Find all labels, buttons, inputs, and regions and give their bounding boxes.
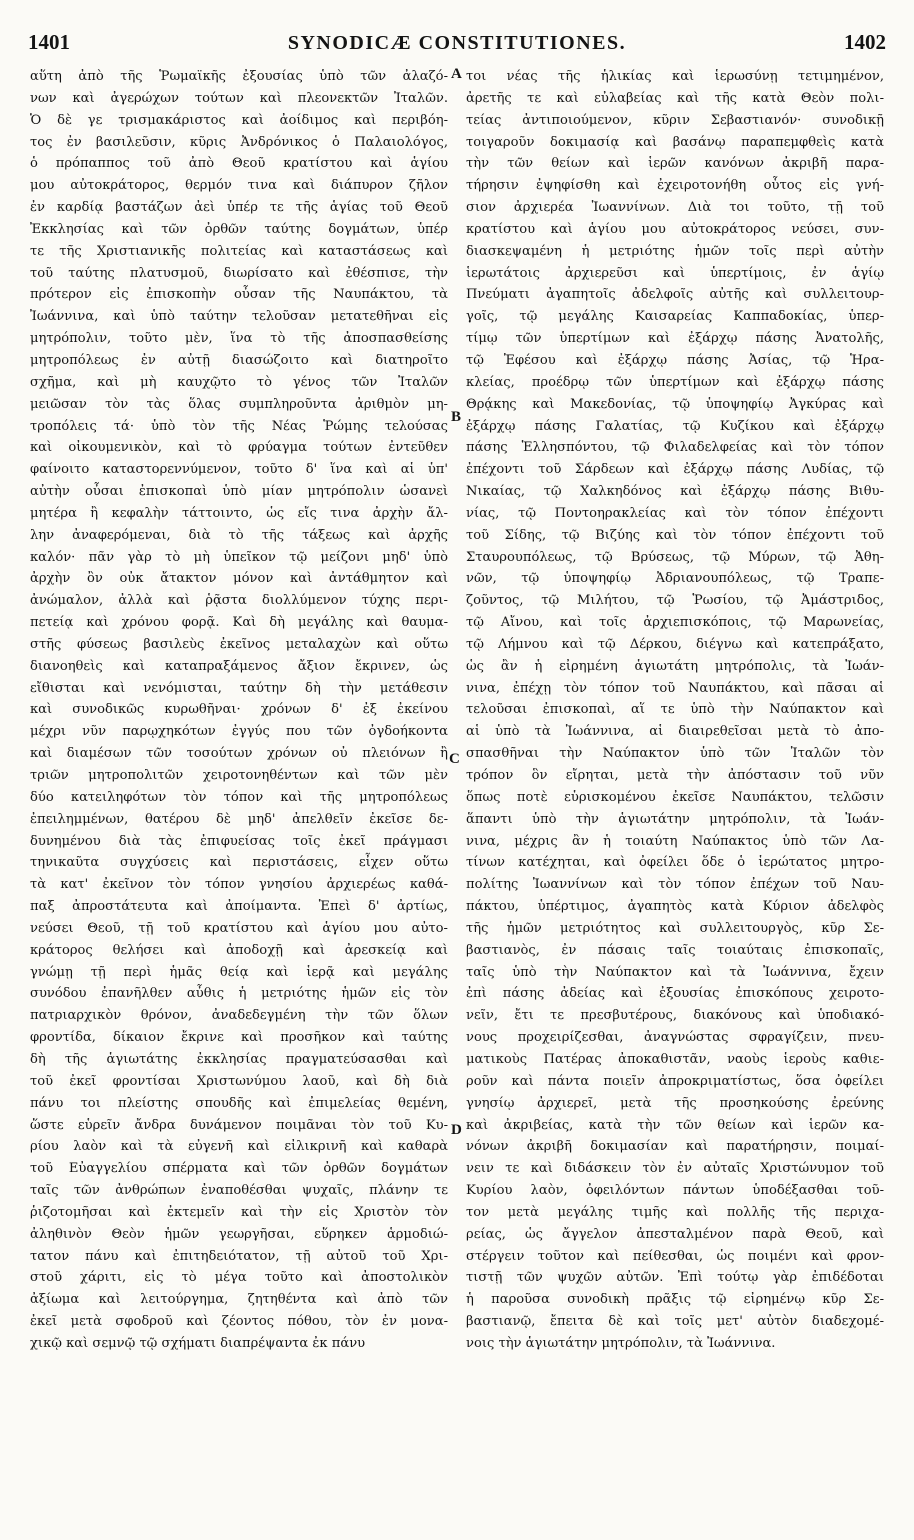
- text-line: πολίτης Ἰωαννίνων καὶ τὸν τόπον ἐπέχων τοῦ Ναυ-: [466, 877, 884, 893]
- text-line: νεύσει Θεοῦ, τῇ τοῦ κρατίστου καὶ ἁγίου μου αὐτο-: [30, 920, 448, 936]
- text-line: δυνημένου διὰ τὰς ἐπιφυείσας τοῖς ἐκεῖ πράγμασι: [30, 833, 448, 849]
- text-line: σπασθῆναι τὴν Ναύπακτον ὑπὸ τῶν Ἰταλῶν τὸν: [466, 746, 884, 762]
- text-line: νίας, τῷ Ποντοηρακλείας καὶ τὸν τόπον ἐπέχοντι: [466, 505, 884, 521]
- text-line: στέργειν τοῦτον καὶ πείθεσθαι, ὡς ποιμένι καὶ φρον-: [466, 1248, 884, 1264]
- section-marker-d: D: [451, 1122, 462, 1138]
- text-line: καὶ διαμέσων τῶν τοσούτων χρόνων οὐ πλειόνων ἢ: [30, 746, 448, 762]
- text-line: αὕτη ἀπὸ τῆς Ῥωμαϊκῆς ἐξουσίας ὑπὸ τῶν ἀλαζό-: [30, 69, 448, 84]
- text-line: πάσης Ἑλλησπόντου, τῷ Φιλαδελφείας καὶ τὸν τόπον: [466, 440, 884, 456]
- text-line: ὥστε εὑρεῖν ἄνδρα δυνάμενον ποιμᾶναι τὸν τοῦ Κυ-: [30, 1117, 448, 1133]
- text-line: τοῦ ταύτης πλατυσμοῦ, διωρίσατο καὶ ἐθέσπισε, τὴν: [30, 265, 448, 281]
- text-line: τήρησιν ἐψηφίσθη καὶ ἐχειροτονήθη οὗτος εἰς γνή-: [466, 178, 884, 194]
- text-line: Νικαίας, τῷ Χαλκηδόνος καὶ ἐξάρχῳ πάσης Βιθυ-: [466, 484, 884, 500]
- text-line: τὴν τῶν θείων καὶ ἱερῶν κανόνων ἀκριβῆ παρα-: [466, 156, 884, 172]
- text-line: νειν τε καὶ διδάσκειν τὸν ἐν αὐταῖς Χριστώνυμον τοῦ: [466, 1161, 884, 1177]
- text-line: ῥιζοτομῆσαι καὶ ἐκτεμεῖν καὶ τὴν εἰς Χριστὸν τὸν: [30, 1204, 448, 1220]
- text-line: αὐτὴν οὖσαι ἐπισκοπαὶ ὑπὸ μίαν μητρόπολιν ὡσανεὶ: [30, 484, 448, 500]
- text-line: πάνυ τοι πλείστης σπουδῆς καὶ ἐπιμελείας θεμένη,: [30, 1095, 448, 1111]
- text-line: ροῦν καὶ πάντα ποιεῖν ἀπροκριματίστως, ὅσα ὀφείλει: [466, 1073, 884, 1089]
- text-line: τοιγαροῦν δοκιμασίᾳ καὶ βασάνῳ παραπεμφθεὶς κατὰ: [466, 134, 884, 150]
- text-line: πάκτου, ὑπέρτιμος, ἀγαπητὸς κατὰ Κύριον ἀδελφὸς: [466, 899, 884, 915]
- text-line: τείας ἀντιποιούμενον, κῦριν Σεβαστιανόν· συνοδικῇ: [466, 112, 884, 128]
- text-line: καὶ ἀκριβείας, κατὰ τὴν τῶν θείων καὶ ἱερῶν κα-: [466, 1117, 884, 1133]
- text-line: βαστιανῷ, ἔπειτα δὲ καὶ τοῖς μετ' αὐτὸν διαδεχομέ-: [466, 1314, 884, 1330]
- text-line: φροντίδα, δίκαιον ἔκρινε καὶ προσῆκον καὶ ταύτης: [30, 1030, 448, 1046]
- text-line: στοῦ χάριτι, εἰς τὸ μέγα τοῦτο καὶ ἀποστολικὸν: [30, 1270, 448, 1286]
- text-line: μητέρα ἢ κεφαλὴν τάττοιντο, ὡς εἴς τινα ἀρχὴν ἄλ-: [30, 505, 448, 521]
- text-line: ζοῦντος, τῷ Μιλήτου, τῷ Ῥωσίου, τῷ Ἀμάστριδος,: [466, 593, 884, 609]
- text-line: Θρᾴκης καὶ Μακεδονίας, τῷ ὑποψηφίῳ Ἀγκύρας καὶ: [466, 396, 884, 412]
- text-line: ὅπως ποτὲ εὑρισκομένου ἐκεῖσε Ναυπάκτου, τελῶσιν: [466, 789, 884, 805]
- text-line: νων καὶ ἀγερώχων τούτων καὶ πλεονεκτῶν Ἰταλῶν.: [30, 90, 448, 106]
- text-line: ἀρετῆς τε καὶ εὐλαβείας καὶ τῆς κατὰ Θεὸν πολι-: [466, 90, 884, 106]
- text-line: γοῖς, τῷ μεγάλης Καισαρείας Καππαδοκίας, ὑπερ-: [466, 309, 884, 325]
- text-line: παξ ἀπροστάτευτα καὶ ἀποίμαντα. Ἐπεὶ δ' ἀρτίως,: [30, 899, 448, 915]
- text-line: Κυρίου λαὸν, ὀφειλόντων πάντων ὑποδέξασθαι τοῦ-: [466, 1183, 884, 1199]
- page-header: [28, 30, 886, 58]
- text-line: πρότερον εἰς ἐπισκοπὴν οὖσαν τῆς Ναυπάκτου, τὰ: [30, 287, 448, 303]
- text-line: ἐπὶ πάσης ἀδείας καὶ ἐξουσίας ἐπισκόπους χειροτο-: [466, 986, 884, 1002]
- text-line: γνώμῃ τῇ περὶ ἡμᾶς θείᾳ καὶ ἱερᾷ καὶ μεγάλης: [30, 964, 448, 980]
- text-line: ὁ πρόπαππος τοῦ ἀπὸ Θεοῦ κρατίστου καὶ ἁγίου: [30, 156, 448, 172]
- text-line: Ἰωάννινα, καὶ ὑπὸ ταύτην τελοῦσαν μετατεθῆναι εἰς: [30, 309, 448, 325]
- text-line: Σταυρουπόλεως, τῷ Βρύσεως, τῷ Μύρων, τῷ Ἀθη-: [466, 549, 884, 565]
- text-line: ἐν καρδίᾳ βαστάζων ἀεὶ ὑπέρ τε τῆς ἁγίας τοῦ Θεοῦ: [30, 200, 448, 216]
- text-line: σχῆμα, καὶ μὴ καυχῷτο τὸ γένος τῶν Ἰταλῶν: [30, 374, 448, 390]
- text-line: ρίου λαὸν καὶ τὰ εὐγενῆ καὶ εἰλικρινῆ καὶ καθαρὰ: [30, 1139, 448, 1155]
- page-number-left: 1401: [28, 30, 70, 54]
- text-line: ρείας, ὡς ἄγγελον ἀπεσταλμένον παρὰ Θεοῦ, καὶ: [466, 1226, 884, 1242]
- text-line: χικῷ καὶ σεμνῷ τῷ σχήματι διαπρέψαντα ἐκ πάνυ: [30, 1335, 366, 1351]
- text-line: νους προχειρίζεσθαι, ἀναγνώστας σφραγίζειν, πνευ-: [466, 1030, 884, 1046]
- text-line: νόνων ἀκριβῆ δοκιμασίαν καὶ παρατήρησιν, ποιμαί-: [466, 1139, 884, 1155]
- text-line: τίμῳ τῶν ὑπερτίμων καὶ ἐξάρχῳ πάσης Ἀνατολῆς,: [466, 331, 884, 347]
- text-line: τῷ Ἐφέσου καὶ ἐξάρχῳ πάσης Ἀσίας, τῷ Ἡρα-: [466, 352, 884, 368]
- text-line: ἀξίωμα καὶ λειτούργημα, ζητηθέντα καὶ ἀπὸ τῶν: [30, 1292, 448, 1308]
- running-title: SYNODICÆ CONSTITUTIONES.: [287, 32, 627, 54]
- text-line: ἅπαντι ὑπὸ τὴν ἁγιωτάτην μητρόπολιν, τὰ Ἰωάν-: [466, 811, 884, 827]
- text-line: τος ἐν βασιλεῦσιν, κῦρις Ἀνδρόνικος ὁ Παλαιολόγος,: [30, 134, 448, 150]
- text-line: Πνεύματι ἀγαπητοῖς ἀδελφοῖς αὐτῆς καὶ συλλειτουρ-: [466, 287, 884, 303]
- text-line: τοῦ Σίδης, τῷ Βιζύης καὶ τὸν τόπον ἐπέχοντι τοῦ: [466, 527, 884, 543]
- text-line: νεῖν, ἔτι τε πρεσβυτέρους, διακόνους καὶ ὑποδιακό-: [466, 1008, 884, 1024]
- text-line: ἱερωτάτοις ἀρχιερεῦσι καὶ ὑπερτίμοις, ἐν ἁγίῳ: [466, 265, 884, 281]
- text-line: τελοῦσαι ἐπισκοπαὶ, αἵ τε ὑπὸ τὴν Ναύπακτον καὶ: [466, 702, 884, 718]
- text-line: κρατίστου καὶ ἁγίου μου αὐτοκράτορος νεύσει, συν-: [466, 221, 884, 237]
- text-line: αἱ ὑπὸ τὰ Ἰωάννινα, αἱ διαιρεθεῖσαι μετὰ τὸ ἀπο-: [466, 724, 884, 740]
- text-line: τηνικαῦτα συγχύσεις καὶ περιστάσεις, εἶχεν οὕτω: [30, 855, 448, 871]
- text-line: τοῦ Εὐαγγελίου σπέρματα καὶ τῶν ὀρθῶν δογμάτων: [30, 1161, 448, 1177]
- text-line: ἐπέχοντι τοῦ Σάρδεων καὶ ἐξάρχῳ πάσης Λυδίας, τῷ: [466, 462, 884, 478]
- text-line: εἴθισται καὶ νενόμισται, ταύτην δὴ τὴν μετάθεσιν: [30, 680, 448, 696]
- text-line: ταῖς τῶν ἀνθρώπων ἐναποθέσθαι ψυχαῖς, πλάνην τε: [30, 1183, 448, 1199]
- text-line: λην ἀναφερόμεναι, διὰ τὸ τῆς τάξεως καὶ ἀρχῆς: [30, 527, 448, 543]
- text-line: ἀρχὴν ὂν οὐκ ἄτακτον μόνον καὶ ἀντάθμητον καὶ: [30, 571, 448, 587]
- section-marker-b: B: [451, 409, 462, 425]
- text-line: νινα, μέχρις ἂν ἡ τοιαύτη Ναύπακτος ὑπὸ τῶν Λα-: [466, 833, 884, 849]
- text-line: διασκεψαμένη ἡ μετριότης ἡμῶν τοῖς περὶ αὐτὴν: [466, 243, 884, 259]
- text-line: τον μετὰ μεγάλης τιμῆς καὶ πολλῆς τῆς περιχα-: [466, 1204, 884, 1220]
- text-line: τῷ Αἴνου, καὶ τοῖς ἀρχιεπισκόποις, τῷ Μαρωνείας,: [466, 615, 884, 631]
- text-line: βαστιανὸς, ἐν πάσαις ταῖς τοιαύταις ἐπισκοπαῖς,: [466, 942, 884, 958]
- text-line: κλείας, προέδρῳ τῶν ὑπερτίμων καὶ ἐξάρχῳ πάσης: [466, 374, 884, 390]
- text-line: Ὁ δὲ γε τρισμακάριστος καὶ ἀοίδιμος καὶ περιβόη-: [30, 112, 448, 128]
- text-line: τριῶν μητροπολιτῶν χειροτονηθέντων καὶ τῶν μὲν: [30, 768, 448, 783]
- text-line: τε τῆς Χριστιανικῆς πολιτείας καὶ καταστάσεως καὶ: [30, 243, 448, 259]
- text-line: ἐπειλημμένων, θατέρου δὲ μηδ' ἀπελθεῖν ἐκεῖσε δε-: [30, 811, 448, 827]
- text-line: τοῦ ἐκεῖ φροντίσαι Χριστωνύμου λαοῦ, καὶ δὴ διὰ: [30, 1073, 448, 1089]
- text-line: ταῖς ὑπὸ τὴν Ναύπακτον καὶ τὰ Ἰωάννινα, ἔχειν: [466, 964, 884, 980]
- text-line: ἀληθινὸν Θεὸν ἡμῶν γεωργῆσαι, εὕρηκεν ἁρμοδιώ-: [30, 1226, 448, 1242]
- text-line: ἐκεῖ μετὰ σφοδροῦ καὶ ζέοντος πόθου, τὸν ἐν μονα-: [30, 1314, 448, 1330]
- text-line: μου αὐτοκράτορος, θερμόν τινα καὶ διάπυρον ζῆλον: [30, 178, 448, 194]
- text-line: νοις τὴν ἁγιωτάτην μητρόπολιν, τὰ Ἰωάννινα.: [466, 1335, 776, 1351]
- text-line: δύο κατειληφότων τὸν τόπον καὶ τῆς μητροπόλεως: [30, 789, 448, 805]
- text-line: σιον ἀρχιερέα Ἰωαννίνων. Διὰ τοι τοῦτο, τῇ τοῦ: [466, 200, 884, 216]
- text-line: ἐξάρχῳ πάσης Γαλατίας, τῷ Κυζίκου καὶ ἐξάρχῳ: [466, 418, 884, 434]
- text-line: τοι νέας τῆς ἡλικίας καὶ ἱερωσύνῃ τετιμημένον,: [466, 69, 884, 84]
- page-number-right: 1402: [843, 30, 886, 54]
- text-line: τιστῇ τῶν ψυχῶν αὐτῶν. Ἐπὶ τούτῳ γὰρ ἐπιδέδοται: [466, 1270, 884, 1286]
- text-line: συνόδου ἐπανῆλθεν αὖθις ἡ μετριότης ἡμῶν εἰς τὸν: [30, 986, 448, 1002]
- text-line: φαίνοιτο καταστορεννύμενον, τοῦτο δ' ἵνα καὶ αἱ ὑπ': [30, 462, 448, 478]
- text-line: καὶ οἰκουμενικὸν, καὶ τὸ φρύαγμα τούτων ἐντεῦθεν: [30, 440, 448, 456]
- text-line: πετείᾳ καὶ χρόνου φορᾷ. Καὶ δὴ μεγάλης καὶ θαυμα-: [30, 615, 448, 631]
- text-line: στῆς φύσεως βασιλεὺς ἐκεῖνος μεταλαχὼν καὶ οὕτω: [30, 636, 448, 652]
- right-text-column: [466, 66, 884, 1355]
- text-line: καὶ συνοδικῶς κυρωθῆναι· χρόνων δ' ἐξ ἐκείνου: [30, 702, 448, 718]
- text-line: τατον πάνυ καὶ ἐπιτηδειότατον, τῇ αὐτοῦ τοῦ Χρι-: [30, 1248, 448, 1264]
- left-text-column: [30, 66, 448, 1355]
- text-line: μητρόπολιν, τοῦτο μὲν, ἵνα τὸ τῆς ἀποσπασθείσης: [30, 331, 448, 347]
- text-line: τροπόλεις τά· ὑπὸ τὸν τῆς Νέας Ῥώμης τελούσας: [30, 418, 448, 434]
- text-line: ἀνώμαλον, ἀλλὰ καὶ ῥᾷστα διολλύμενον τύχης περι-: [30, 593, 448, 609]
- text-line: μέχρι νῦν παρῳχηκότων ἐγγύς που τῶν ὀγδοήκοντα: [30, 724, 448, 740]
- text-line: τίνων κατέχηται, καὶ ὀφείλει ὅδε ὁ ἱερώτατος μητρο-: [466, 855, 884, 871]
- text-line: τῷ Λήμνου καὶ τῷ Δέρκου, διέγνω καὶ κατεπράξατο,: [466, 636, 884, 652]
- text-line: Ἐκκλησίας καὶ τῶν ὀρθῶν ταύτης δογμάτων, ὑπέρ: [30, 221, 448, 237]
- text-line: τῆς ἡμῶν μετριότητος καὶ συλλειτουργὸς, κῦρ Σε-: [466, 920, 884, 936]
- text-line: μειῶσαν τὸν τὰς ὅλας συμπληροῦντα ἀριθμὸν μη-: [30, 396, 448, 412]
- text-line: καλόν· πᾶν γὰρ τὸ μὴ ὑπεῖκον τῷ μείζονι μηδ' ὑπὸ: [30, 549, 448, 565]
- section-marker-c: C: [449, 751, 460, 767]
- text-line: μητροπόλεως ἐν αὐτῇ διασώζοιτο καὶ διατηροῖτο: [30, 352, 448, 368]
- text-line: τρόπον ὃν εἴρηται, μετὰ τὴν ἀπόστασιν τοῦ νῦν: [466, 768, 884, 783]
- text-line: διανοηθεὶς καὶ καταπραξάμενος ἄξιον ἔκρινεν, ὡς: [30, 658, 448, 674]
- text-line: δὴ τῆς ἁγιωτάτης ἐκκλησίας πραγματεύσασθαι καὶ: [30, 1051, 448, 1067]
- text-line: τὰ κατ' ἐκεῖνον τὸν τόπον γνησίου ἀρχιερέως καθά-: [30, 877, 448, 893]
- text-line: κράτορος θελήσει καὶ ἀποδοχῇ καὶ ἀρεσκείᾳ καὶ: [30, 942, 448, 958]
- text-line: ἡ παροῦσα συνοδικὴ πρᾶξις τῷ εἰρημένῳ κῦρ Σε-: [466, 1292, 884, 1308]
- section-marker-a: A: [451, 66, 462, 82]
- text-line: νῶν, τῷ ὑποψηφίῳ Ἀδριανουπόλεως, τῷ Τραπε-: [466, 571, 884, 587]
- text-line: ματικοὺς Πατέρας ἀποκαθιστᾶν, ναοὺς ἱεροὺς καθιε-: [466, 1051, 884, 1067]
- text-line: γνησίῳ ἀρχιερεῖ, μετὰ τῆς προσηκούσης ἐρεύνης: [466, 1095, 884, 1111]
- text-line: πατριαρχικὸν θρόνον, ἀναδεδεγμένη τὴν τῶν ὅλων: [30, 1008, 448, 1024]
- text-line: νινα, ἐπέχῃ τὸν τόπον τοῦ Ναυπάκτου, καὶ πᾶσαι αἱ: [466, 680, 884, 696]
- text-line: ὡς ἂν ἡ εἰρημένη ἁγιωτάτη μητρόπολις, τὰ Ἰωάν-: [466, 658, 884, 674]
